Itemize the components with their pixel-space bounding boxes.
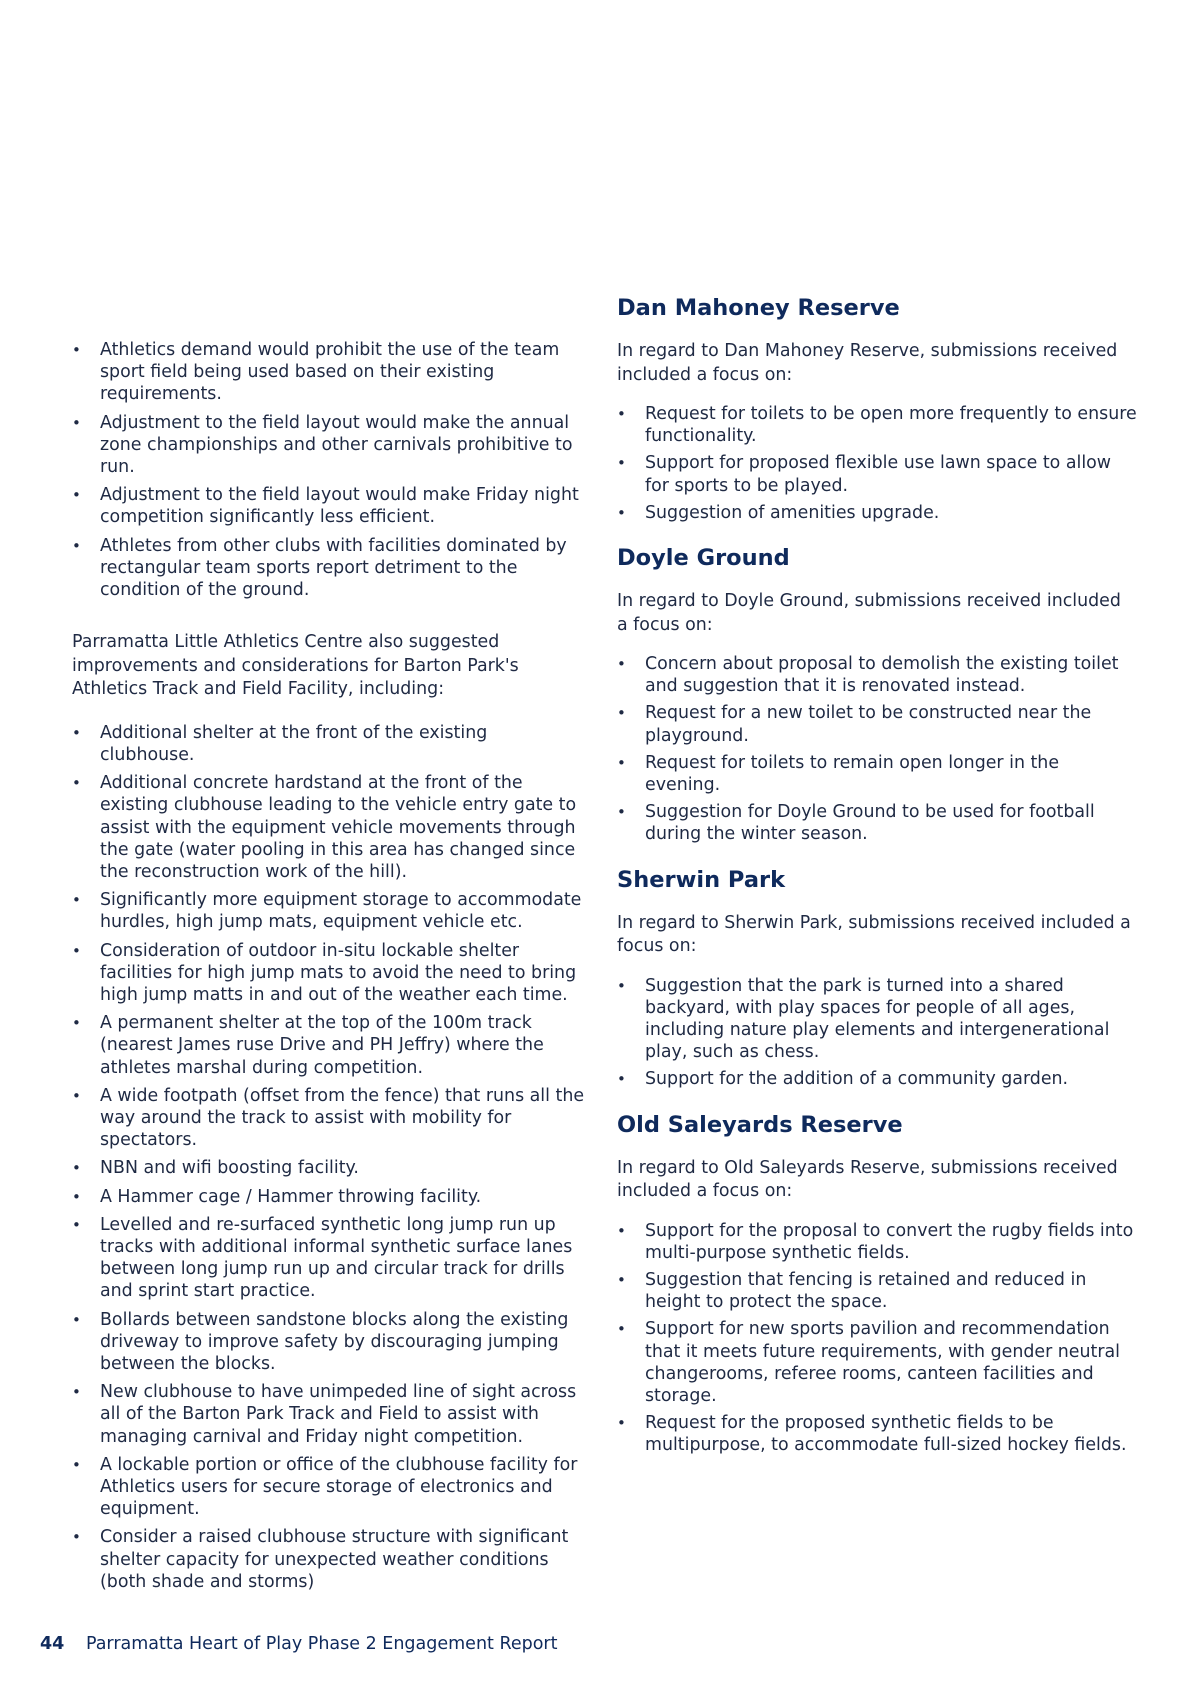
section-list <box>617 1220 1137 1457</box>
list-item: • Support for proposed flexible use lawn space to allow for sports to be played. <box>617 452 1137 496</box>
right-column <box>617 294 1137 1477</box>
list-item: • Suggestion for Doyle Ground to be used for football during the winter season. <box>617 801 1137 845</box>
section-intro: In regard to Dan Mahoney Reserve, submissions received included a focus on: <box>617 341 1118 385</box>
section-intro: In regard to Sherwin Park, submissions received included a focus on: <box>617 912 1131 957</box>
list-item: • Support for the addition of a community garden. <box>617 1068 1137 1090</box>
left-column <box>72 339 587 1599</box>
report-title: Parramatta Heart of Play Phase 2 Engagement Report <box>85 1634 558 1654</box>
list-item: • Adjustment to the field layout would make Friday night competition significantly less efficient. <box>72 484 587 528</box>
list-item: • Additional concrete hardstand at the front of the existing clubhouse leading to the vehicle entry gate to assist with the equipment vehicle movements through the gate (water pooling in this area has changed since the reconstruction work of the hill). <box>72 772 587 883</box>
athletics-intro-paragraph: Parramatta Little Athletics Centre also suggested improvements and considerations for Barton Park's Athletics Track and Field Facility, including: <box>72 632 519 700</box>
doyle-ground-section <box>617 544 1137 846</box>
list-item: • A permanent shelter at the top of the 100m track (nearest James ruse Drive and PH Jeffry) where the athletes marshal during competition. <box>72 1012 587 1079</box>
section-heading: Old Saleyards Reserve <box>617 1111 903 1138</box>
list-item: • Levelled and re-surfaced synthetic long jump run up tracks with additional informal synthetic surface lanes between long jump run up and circular track for drills and sprint start practice. <box>72 1214 587 1303</box>
list-item: • Bollards between sandstone blocks along the existing driveway to improve safety by discouraging jumping between the blocks. <box>72 1309 587 1376</box>
section-heading: Sherwin Park <box>617 866 786 893</box>
athletics-concerns-list <box>72 339 587 601</box>
section-intro: In regard to Old Saleyards Reserve, submissions received included a focus on: <box>617 1157 1118 1202</box>
list-item: • Request for a new toilet to be constructed near the playground. <box>617 702 1137 746</box>
list-item: • Request for toilets to remain open longer in the evening. <box>617 752 1137 796</box>
list-item: • A lockable portion or office of the clubhouse facility for Athletics users for secure storage of electronics and equipment. <box>72 1454 587 1521</box>
list-item: • A wide footpath (offset from the fence) that runs all the way around the track to assist with mobility for spectators. <box>72 1085 587 1152</box>
list-item: • Concern about proposal to demolish the existing toilet and suggestion that it is renovated instead. <box>617 653 1137 697</box>
section-heading: Dan Mahoney Reserve <box>617 295 900 321</box>
list-item: • Additional shelter at the front of the existing clubhouse. <box>72 722 587 766</box>
page-footer <box>40 1634 557 1654</box>
list-item: • Request for toilets to be open more frequently to ensure functionality. <box>617 403 1137 447</box>
list-item: • Athletes from other clubs with facilities dominated by rectangular team sports report detriment to the condition of the ground. <box>72 535 587 602</box>
list-item: • Support for new sports pavilion and recommendation that it meets future requirements, with gender neutral changerooms, referee rooms, canteen facilities and storage. <box>617 1318 1137 1407</box>
list-item: • Suggestion that the park is turned into a shared backyard, with play spaces for people of all ages, including nature play elements and intergenerational play, such as chess. <box>617 975 1137 1064</box>
dan-mahoney-section <box>617 294 1137 524</box>
section-list <box>617 975 1137 1091</box>
list-item: • Consideration of outdoor in-situ lockable shelter facilities for high jump mats to avoid the need to bring high jump matts in and out of the weather each time. <box>72 940 587 1007</box>
list-item: • Significantly more equipment storage to accommodate hurdles, high jump mats, equipment vehicle etc. <box>72 889 587 933</box>
list-item: • Athletics demand would prohibit the use of the team sport field being used based on their existing requirements. <box>72 339 587 406</box>
sherwin-park-section <box>617 866 1137 1091</box>
section-intro: In regard to Doyle Ground, submissions received included a focus on: <box>617 591 1121 635</box>
list-item: • Request for the proposed synthetic fields to be multipurpose, to accommodate full-sized hockey fields. <box>617 1412 1137 1456</box>
section-list <box>617 403 1137 524</box>
section-list <box>617 653 1137 846</box>
list-item: • Adjustment to the field layout would make the annual zone championships and other carnivals prohibitive to run. <box>72 412 587 479</box>
list-item: • A Hammer cage / Hammer throwing facility. <box>72 1186 587 1208</box>
list-item: • Support for the proposal to convert the rugby fields into multi-purpose synthetic fields. <box>617 1220 1137 1264</box>
section-heading: Doyle Ground <box>617 545 790 572</box>
athletics-suggestions-list <box>72 722 587 1593</box>
list-item: • NBN and wifi boosting facility. <box>72 1157 587 1179</box>
page-number: 44 <box>40 1634 65 1654</box>
old-saleyards-section <box>617 1111 1137 1457</box>
list-item: • Suggestion of amenities upgrade. <box>617 502 1137 524</box>
list-item: • Suggestion that fencing is retained and reduced in height to protect the space. <box>617 1269 1137 1313</box>
list-item: • Consider a raised clubhouse structure with significant shelter capacity for unexpected weather conditions (both shade and storms) <box>72 1526 587 1593</box>
list-item: • New clubhouse to have unimpeded line of sight across all of the Barton Park Track and Field to assist with managing carnival and Friday night competition. <box>72 1381 587 1448</box>
